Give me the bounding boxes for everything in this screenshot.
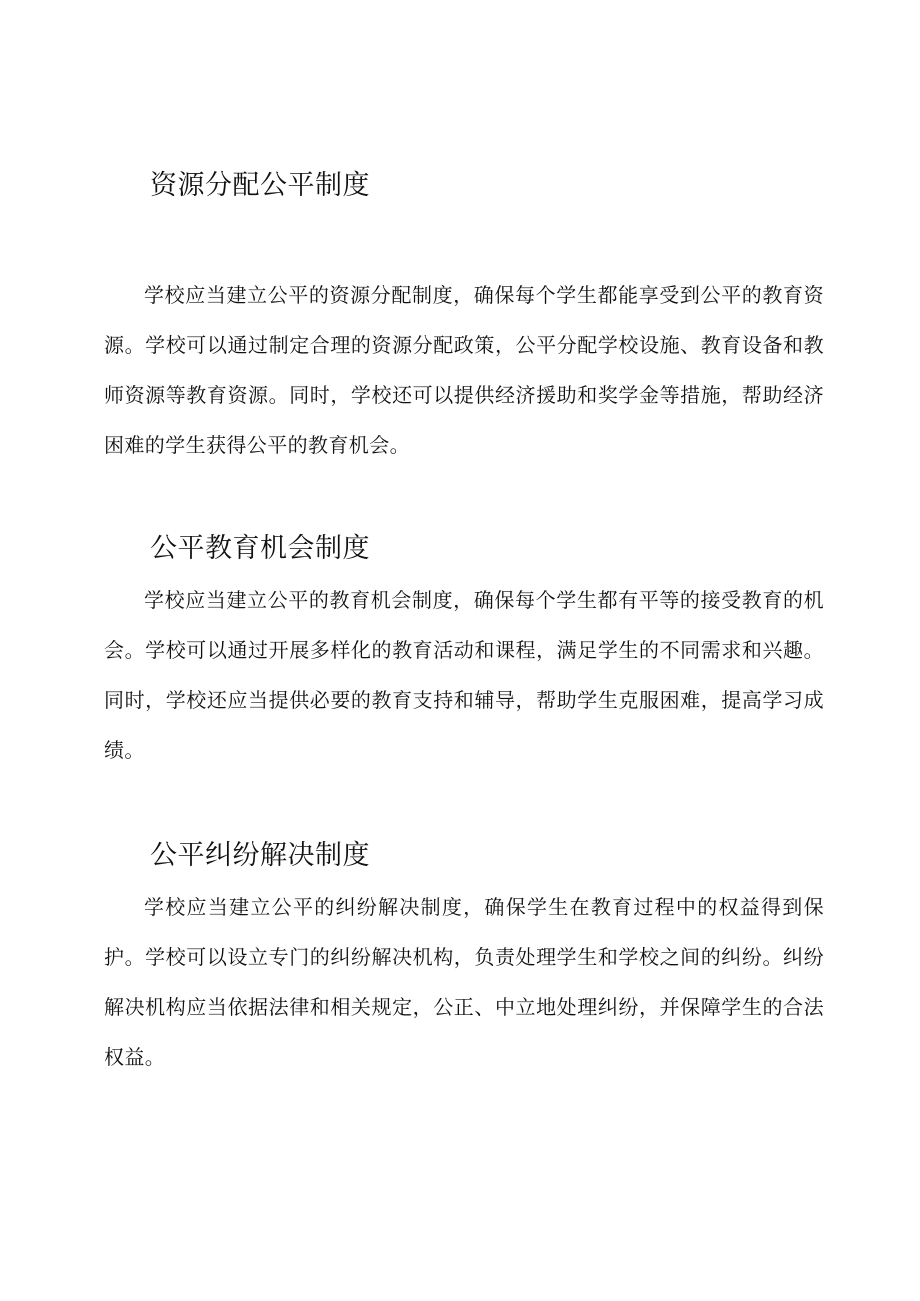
section-heading-dispute-resolution: 公平纠纷解决制度	[150, 840, 370, 871]
section-heading-resource-allocation: 资源分配公平制度	[150, 170, 370, 201]
section-body-resource-allocation: 学校应当建立公平的资源分配制度，确保每个学生都能享受到公平的教育资源。学校可以通过制定合理的资源分配政策，公平分配学校设施、教育设备和教师资源等教育资源。同时，学校还可以提供经济援助和奖学金等措施，帮助经济困难的学生获得公平的教育机会。	[104, 283, 824, 457]
section-body-dispute-resolution: 学校应当建立公平的纠纷解决制度，确保学生在教育过程中的权益得到保护。学校可以设立专门的纠纷解决机构，负责处理学生和学校之间的纠纷。纠纷解决机构应当依据法律和相关规定，公正、中立地处理纠纷，并保障学生的合法权益。	[104, 895, 824, 1069]
section-heading-education-opportunity: 公平教育机会制度	[150, 533, 370, 564]
section-body-education-opportunity: 学校应当建立公平的教育机会制度，确保每个学生都有平等的接受教育的机会。学校可以通过开展多样化的教育活动和课程，满足学生的不同需求和兴趣。同时，学校还应当提供必要的教育支持和辅导，帮助学生克服困难，提高学习成绩。	[104, 588, 824, 762]
